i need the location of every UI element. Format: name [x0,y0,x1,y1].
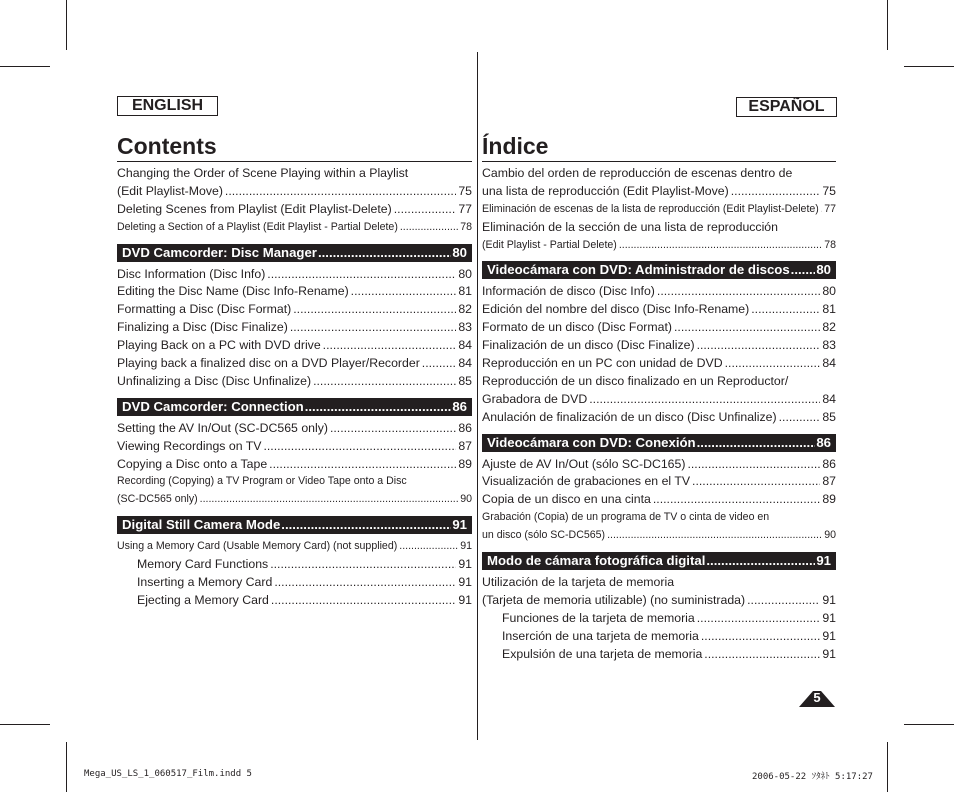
leader-dots [674,319,820,337]
toc-entry-label: Deleting Scenes from Playlist (Edit Playlist-Delete) [117,201,392,216]
toc-entry[interactable] [482,391,836,409]
toc-entry[interactable] [482,355,836,373]
toc-entry[interactable] [117,355,472,373]
toc-entry[interactable] [117,373,472,391]
toc-entry-label: (SC-DC565 only) [117,493,198,506]
toc-entry-page: 77 [458,201,472,216]
toc-entry-label: Funciones de la tarjeta de memoria [502,610,695,625]
toc-entry-page: 84 [822,391,836,406]
toc-entry-label: Playing Back on a PC with DVD drive [117,338,321,353]
toc-entry-label: Reproducción en un PC con unidad de DVD [482,356,723,371]
contents-list-spanish [482,165,836,663]
toc-entry-page: 89 [458,456,472,471]
toc-entry-label: Using a Memory Card (Usable Memory Card) (not supplied) [117,540,398,553]
toc-entry-page: 84 [822,356,836,371]
section-heading-label: Modo de cámara fotográfica digital [487,553,706,569]
leader-dots [270,556,456,574]
toc-entry-label: Setting the AV In/Out (SC-DC565 only) [117,420,328,435]
toc-entry-label: Visualización de grabaciones en el TV [482,474,691,489]
toc-entry-page: 91 [822,592,836,607]
toc-entry-label: Unfinalizing a Disc (Disc Unfinalize) [117,373,312,388]
toc-entry-page: 80 [822,284,836,299]
toc-entry-label: Playing back a finalized disc on a DVD Player/Recorder [117,356,420,371]
leader-dots [330,420,456,438]
toc-entry-label: Memory Card Functions [137,557,269,572]
toc-entry-page: 85 [822,409,836,424]
section-heading-page: 80 [816,262,831,278]
toc-entry-page: 91 [460,540,472,553]
toc-entry[interactable] [117,456,472,474]
leader-dots [687,456,820,474]
toc-entry-label: Copying a Disc onto a Tape [117,456,268,471]
toc-entry-page: 78 [824,238,836,251]
section-heading-label: Videocámara con DVD: Administrador de discos [487,262,790,278]
crop-mark [0,66,50,67]
toc-entry-page: 81 [458,284,472,299]
toc-entry-page: 87 [822,474,836,489]
section-heading-label: DVD Camcorder: Disc Manager [122,244,317,260]
leader-dots [697,337,821,355]
toc-entry[interactable] [482,373,836,391]
toc-entry[interactable] [482,473,836,491]
toc-entry[interactable] [482,491,836,509]
toc-entry-page: 91 [458,575,472,590]
language-label-english: ENGLISH [117,96,218,116]
toc-entry-label: Viewing Recordings on TV [117,438,262,453]
toc-entry-label: Anulación de finalización de un disco (Disc Unfinalize) [482,409,777,424]
leader-dots [351,283,457,301]
footer-timestamp: 2006-05-22 ｿﾀﾈﾄ 5:17:27 [752,772,873,782]
crop-mark [904,724,954,725]
toc-entry[interactable] [117,201,472,219]
toc-entry[interactable] [117,337,472,355]
toc-entry[interactable] [117,556,472,574]
toc-entry-label: Información de disco (Disc Info) [482,284,655,299]
toc-entry[interactable] [482,574,836,592]
leader-dots [323,337,457,355]
toc-entry-label: Changing the Order of Scene Playing within a Playlist [117,166,409,180]
section-heading-page: 91 [452,517,467,533]
page-title-indice: Índice [482,133,549,159]
leader-dots [200,491,459,509]
toc-entry-page: 84 [458,356,472,371]
section-heading-page: 80 [452,244,467,260]
leader-dots [394,201,457,219]
section-heading [117,398,472,416]
crop-mark [0,724,50,725]
toc-entry-label: Formato de un disco (Disc Format) [482,320,672,335]
section-heading-label: DVD Camcorder: Connection [122,398,304,414]
toc-entry-label: Utilización de la tarjeta de memoria [482,575,675,590]
crop-mark [66,742,67,792]
toc-entry[interactable] [117,319,472,337]
toc-entry[interactable] [117,473,472,491]
toc-entry-label: Ejecting a Memory Card [137,592,269,607]
toc-entry-page: 86 [822,456,836,471]
leader-dots [653,491,820,509]
leader-dots [731,183,821,201]
toc-entry-label: un disco (sólo SC-DC565) [482,529,606,542]
leader-dots [607,527,822,545]
leader-dots [589,391,820,409]
title-rule-left [117,161,472,162]
toc-entry[interactable] [482,456,836,474]
toc-entry-label: Disc Information (Disc Info) [117,266,266,281]
leader-dots [271,592,456,610]
leader-dots [263,438,456,456]
section-heading [482,434,836,452]
toc-entry-label: Expulsión de una tarjeta de memoria [502,646,703,661]
crop-mark [904,66,954,67]
title-rule-right [482,161,836,162]
section-heading [482,552,836,570]
leader-dots [293,301,456,319]
toc-entry-page: 83 [822,338,836,353]
toc-entry[interactable] [482,509,836,527]
leader-dots [290,319,456,337]
toc-entry-label: (Tarjeta de memoria utilizable) (no suministrada) [482,592,746,607]
leader-dots [701,628,820,646]
leader-dots [225,183,456,201]
toc-entry-page: 82 [458,302,472,317]
toc-entry-label: Deleting a Section of a Playlist (Edit Playlist - Partial Delete) [117,220,398,233]
crop-mark [887,742,888,792]
toc-entry-label: una lista de reproducción (Edit Playlist-Move) [482,183,729,198]
toc-entry-page: 90 [824,529,836,542]
toc-entry-page: 75 [822,183,836,198]
toc-entry-page: 91 [458,557,472,572]
leader-dots [269,456,456,474]
toc-entry-label: Finalizing a Disc (Disc Finalize) [117,320,288,335]
toc-entry-page: 81 [822,302,836,317]
leader-dots [305,398,452,416]
toc-entry[interactable] [482,183,836,201]
leader-dots [791,261,816,279]
toc-entry-label: Recording (Copying) a TV Program or Video Tape onto a Disc [117,475,407,488]
toc-entry-page: 83 [458,320,472,335]
leader-dots [657,283,820,301]
leader-dots [747,592,820,610]
contents-list-english [117,165,472,610]
section-heading-page: 86 [452,398,467,414]
leader-dots [313,373,456,391]
toc-entry-page: 89 [822,492,836,507]
section-heading-page: 91 [816,553,831,569]
leader-dots [318,244,451,262]
toc-entry-label: Finalización de un disco (Disc Finalize) [482,338,695,353]
toc-entry-page: 86 [458,420,472,435]
leader-dots [697,434,816,452]
toc-entry-label: Edición del nombre del disco (Disc Info-Rename) [482,302,750,317]
section-heading-label: Digital Still Camera Mode [122,517,281,533]
toc-entry[interactable] [117,574,472,592]
toc-entry[interactable] [117,266,472,284]
leader-dots [274,574,456,592]
toc-entry-page: 85 [458,373,472,388]
toc-entry-label: Eliminación de escenas de la lista de reproducción (Edit Playlist-Delete) [482,202,819,215]
toc-entry[interactable] [482,219,836,237]
toc-entry-page: 82 [822,320,836,335]
language-label-espanol: ESPAÑOL [736,97,837,117]
section-heading [117,516,472,534]
toc-entry-page: 91 [822,628,836,643]
leader-dots [400,219,458,237]
toc-entry-label: Ajuste de AV In/Out (sólo SC-DC165) [482,456,686,471]
toc-entry-label: Cambio del orden de reproducción de escenas dentro de [482,166,793,180]
toc-entry[interactable] [117,420,472,438]
toc-entry-label: (Edit Playlist - Partial Delete) [482,238,617,251]
toc-entry-page: 87 [458,438,472,453]
toc-entry[interactable] [117,491,472,509]
toc-entry-label: Inserting a Memory Card [137,575,273,590]
toc-entry[interactable] [117,438,472,456]
toc-entry-label: (Edit Playlist-Move) [117,183,223,198]
page-number-badge [799,689,835,707]
leader-dots [619,237,822,255]
toc-entry-page: 91 [822,646,836,661]
leader-dots [706,552,815,570]
footer-file-info: Mega_US_LS_1_060517_Film.indd 5 [84,769,252,779]
toc-entry[interactable] [482,201,836,219]
toc-entry-label: Editing the Disc Name (Disc Info-Rename) [117,284,349,299]
section-heading-label: Videocámara con DVD: Conexión [487,434,696,450]
toc-entry-page: 80 [458,266,472,281]
column-divider [477,52,478,740]
toc-entry-page: 84 [458,338,472,353]
toc-entry[interactable] [117,283,472,301]
leader-dots [704,646,820,664]
toc-entry[interactable] [482,646,836,664]
section-heading-page: 86 [816,434,831,450]
toc-entry[interactable] [482,337,836,355]
section-heading [482,261,836,279]
leader-dots [697,610,821,628]
toc-entry-label: Eliminación de la sección de una lista de reproducción [482,219,778,234]
toc-entry[interactable] [482,527,836,545]
toc-entry[interactable] [482,409,836,427]
page-number: 5 [813,690,821,705]
toc-entry[interactable] [482,592,836,610]
page-title-contents: Contents [117,133,217,159]
toc-entry-label: Grabación (Copia) de un programa de TV o cinta de video en [482,511,770,524]
toc-entry-label: Formatting a Disc (Disc Format) [117,302,292,317]
toc-entry[interactable] [117,183,472,201]
leader-dots [751,301,820,319]
toc-entry[interactable] [482,301,836,319]
toc-entry[interactable] [117,592,472,610]
leader-dots [281,516,451,534]
crop-mark [887,0,888,50]
toc-entry-page: 75 [458,183,472,198]
toc-entry[interactable] [117,219,472,237]
toc-entry-page: 91 [822,610,836,625]
leader-dots [267,266,456,284]
crop-mark [66,0,67,50]
leader-dots [725,355,821,373]
toc-entry-page: 90 [460,493,472,506]
toc-entry[interactable] [482,283,836,301]
toc-entry-label: Copia de un disco en una cinta [482,492,651,507]
toc-entry[interactable] [117,538,472,556]
toc-entry[interactable] [482,628,836,646]
toc-entry[interactable] [482,319,836,337]
toc-entry-page: 78 [460,220,472,233]
toc-entry[interactable] [482,237,836,255]
toc-entry[interactable] [117,301,472,319]
toc-entry-label: Reproducción de un disco finalizado en un Reproductor/ [482,373,789,388]
leader-dots [422,355,457,373]
leader-dots [779,409,821,427]
toc-entry[interactable] [482,165,836,183]
toc-entry[interactable] [482,610,836,628]
toc-entry[interactable] [117,165,472,183]
section-heading [117,244,472,262]
toc-entry-page: 77 [824,202,836,215]
leader-dots [399,538,458,556]
leader-dots [821,201,822,219]
toc-entry-page: 91 [458,592,472,607]
toc-entry-label: Inserción de una tarjeta de memoria [502,628,699,643]
leader-dots [692,473,820,491]
toc-entry-label: Grabadora de DVD [482,391,588,406]
